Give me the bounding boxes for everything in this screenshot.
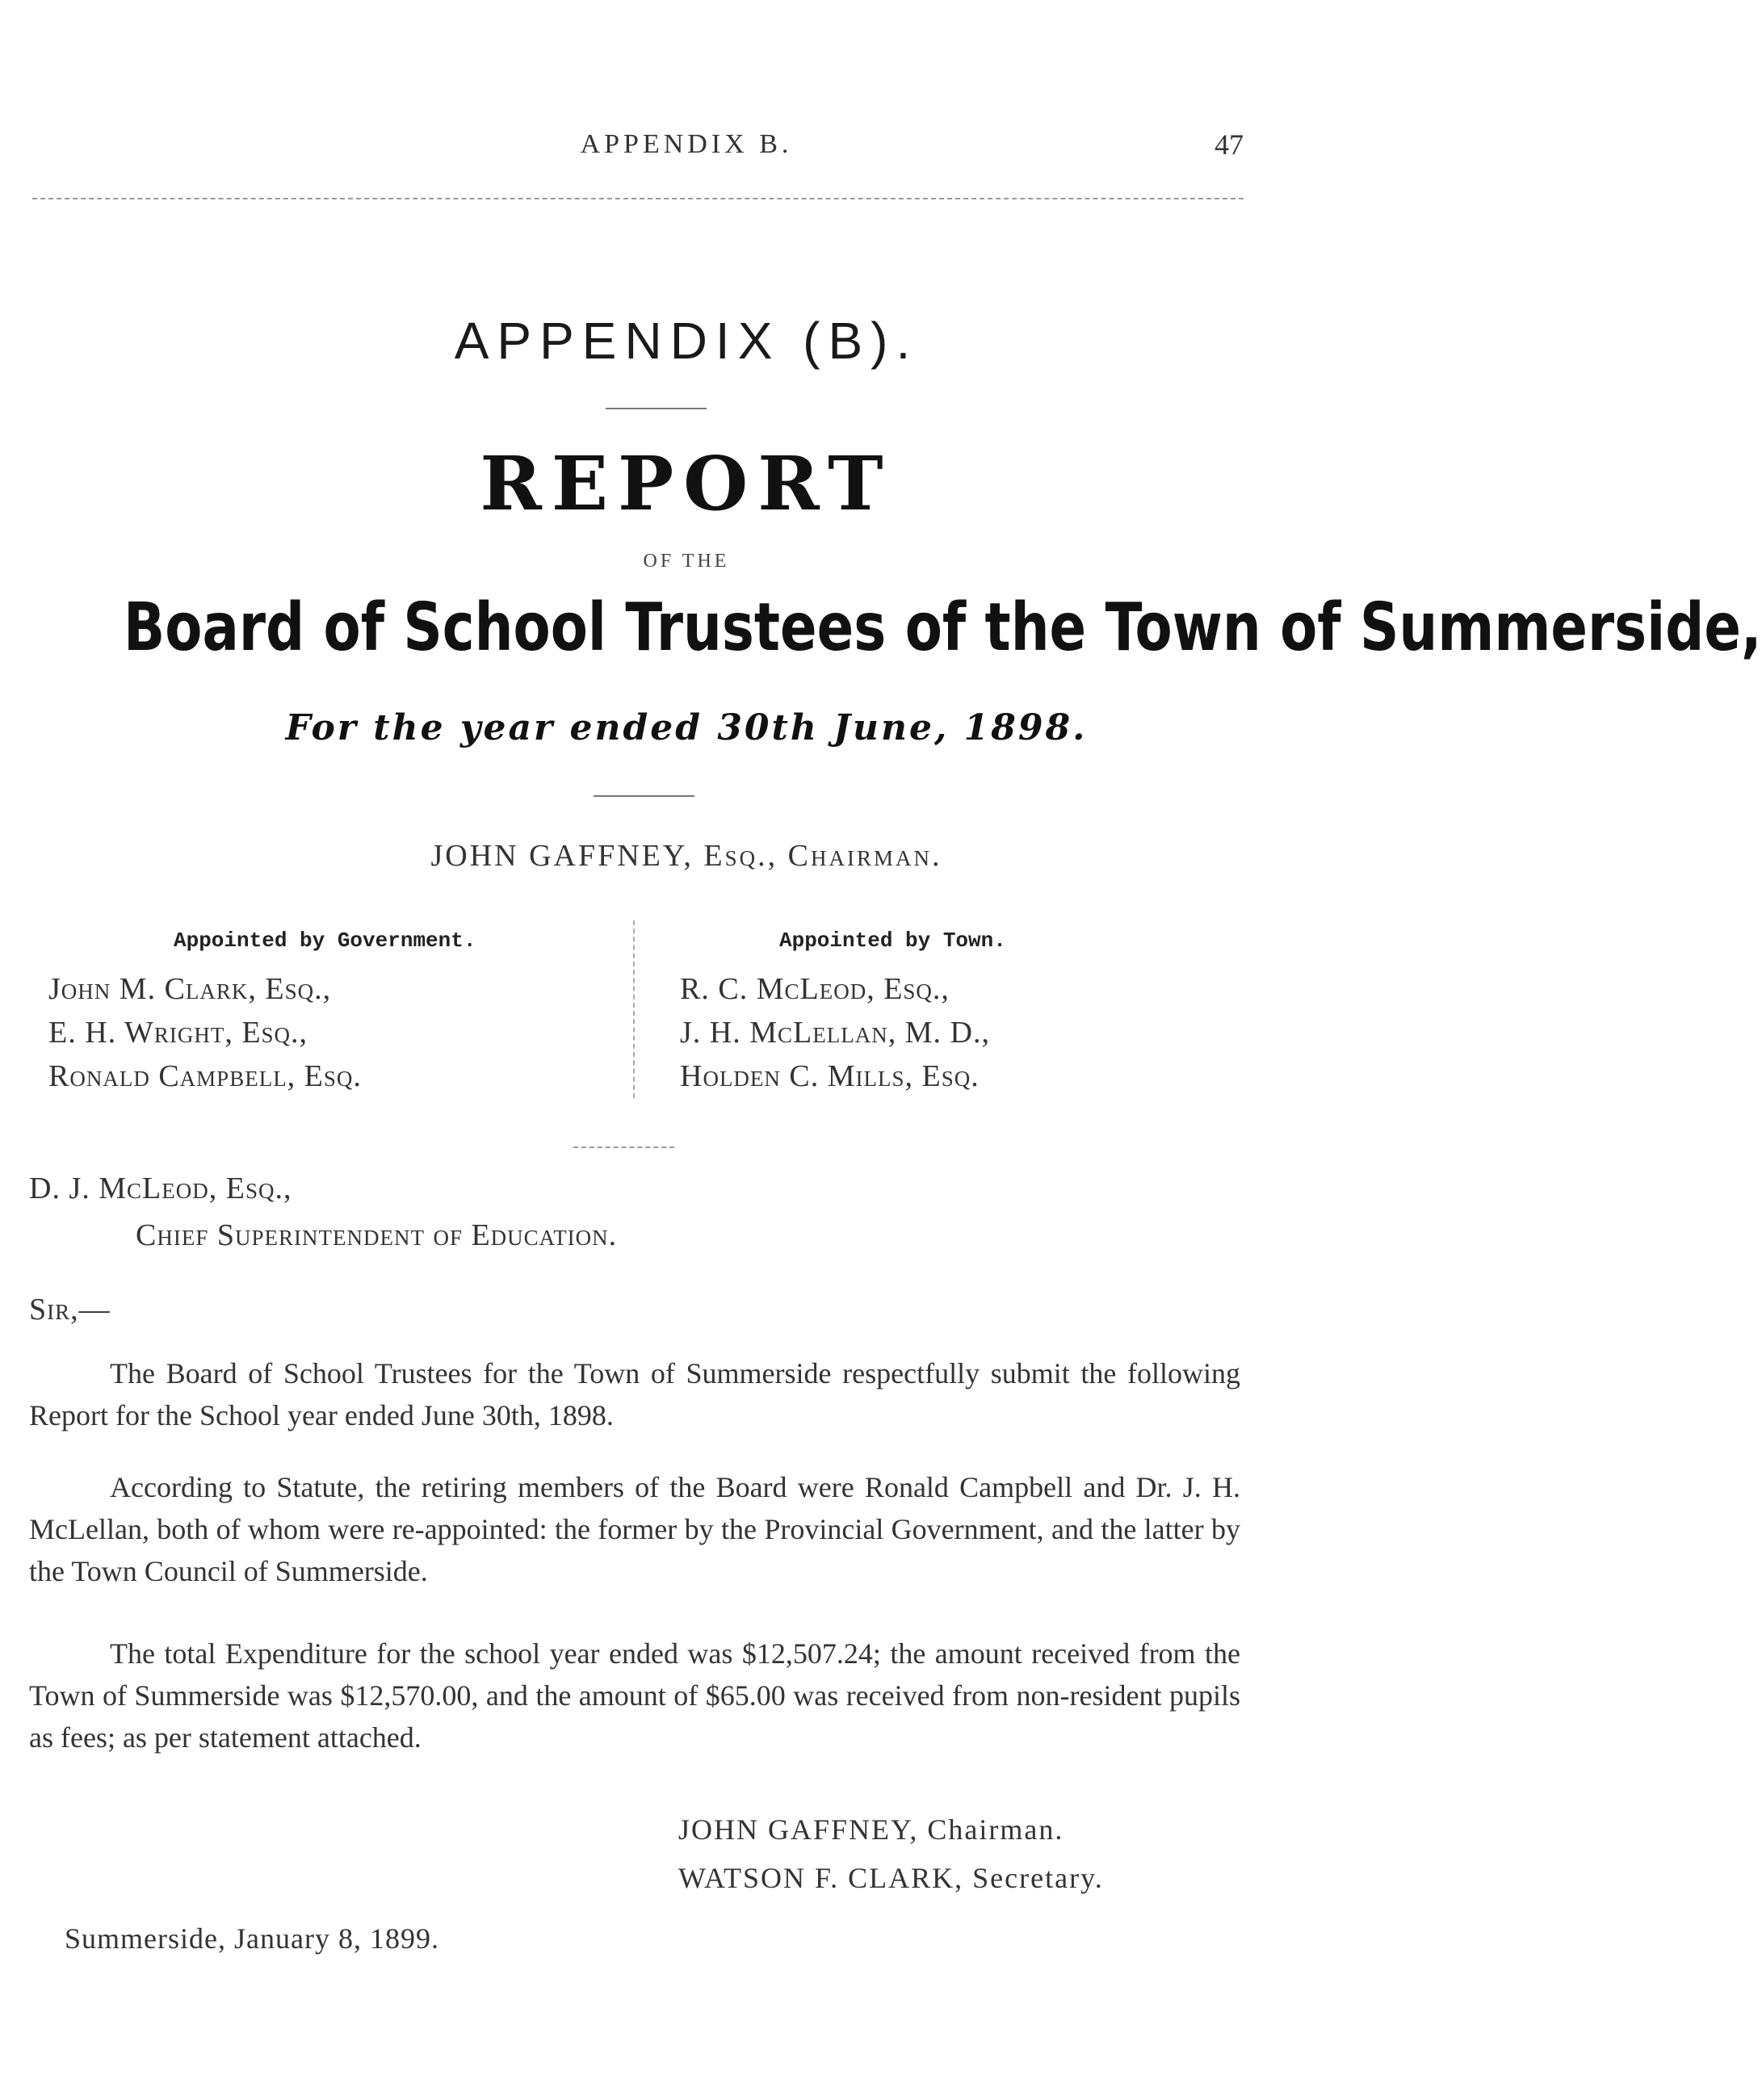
- paragraph: The Board of School Trustees for the Town of Summerside respectfully submit the following Report for the School year ended June 30th, 1898.: [29, 1357, 1240, 1431]
- government-list: [48, 967, 362, 1098]
- government-heading: Appointed by Government.: [174, 928, 476, 953]
- of-the-label: OF THE: [643, 551, 730, 572]
- board-title: Board of School Trustees of the Town of Summerside,: [124, 589, 1762, 666]
- town-heading: Appointed by Town.: [779, 928, 1006, 953]
- appendix-title: APPENDIX (B).: [454, 312, 919, 370]
- paragraph: According to Statute, the retiring members of the Board were Ronald Campbell and Dr. J. H. McLellan, both of whom were re-appointed: the former by the Provincial Government, and the latter by the Town Council of Summerside.: [29, 1471, 1240, 1587]
- section-divider: [573, 1146, 674, 1148]
- salutation: Sir,—: [29, 1293, 111, 1327]
- header-rule: [32, 198, 1244, 199]
- title-divider: [606, 408, 707, 409]
- addressee-title: Chief Superintendent of Education.: [136, 1218, 618, 1252]
- report-title: REPORT: [480, 440, 893, 527]
- year-divider: [594, 795, 694, 797]
- addressee-name: D. J. McLeod, Esq.,: [29, 1172, 292, 1205]
- list-item: J. H. McLellan, M. D.,: [680, 1016, 990, 1050]
- page-number: 47: [1215, 128, 1244, 161]
- list-item: John M. Clark, Esq.,: [48, 972, 332, 1006]
- year-line: For the year ended 30th June, 1898.: [285, 707, 1088, 748]
- paragraph: The total Expenditure for the school year ended was $12,507.24; the amount received from the Town of Summerside was $12,570.00, and the amount of $65.00 was received from non-resident pupils as fees; as per statement attached.: [29, 1637, 1240, 1754]
- chairman-signature: JOHN GAFFNEY, Chairman.: [678, 1813, 1064, 1846]
- list-item: E. H. Wright, Esq.,: [48, 1016, 308, 1050]
- chairman-line: JOHN GAFFNEY, Esq., Chairman.: [430, 839, 942, 873]
- place-date: Summerside, January 8, 1899.: [65, 1922, 439, 1955]
- secretary-signature: WATSON F. CLARK, Secretary.: [678, 1862, 1104, 1894]
- list-item: Ronald Campbell, Esq.: [48, 1059, 362, 1093]
- list-item: Holden C. Mills, Esq.: [680, 1059, 980, 1093]
- column-divider: [633, 920, 635, 1098]
- list-item: R. C. McLeod, Esq.,: [680, 972, 950, 1006]
- town-list: [680, 967, 990, 1098]
- running-head: APPENDIX B.: [580, 129, 793, 159]
